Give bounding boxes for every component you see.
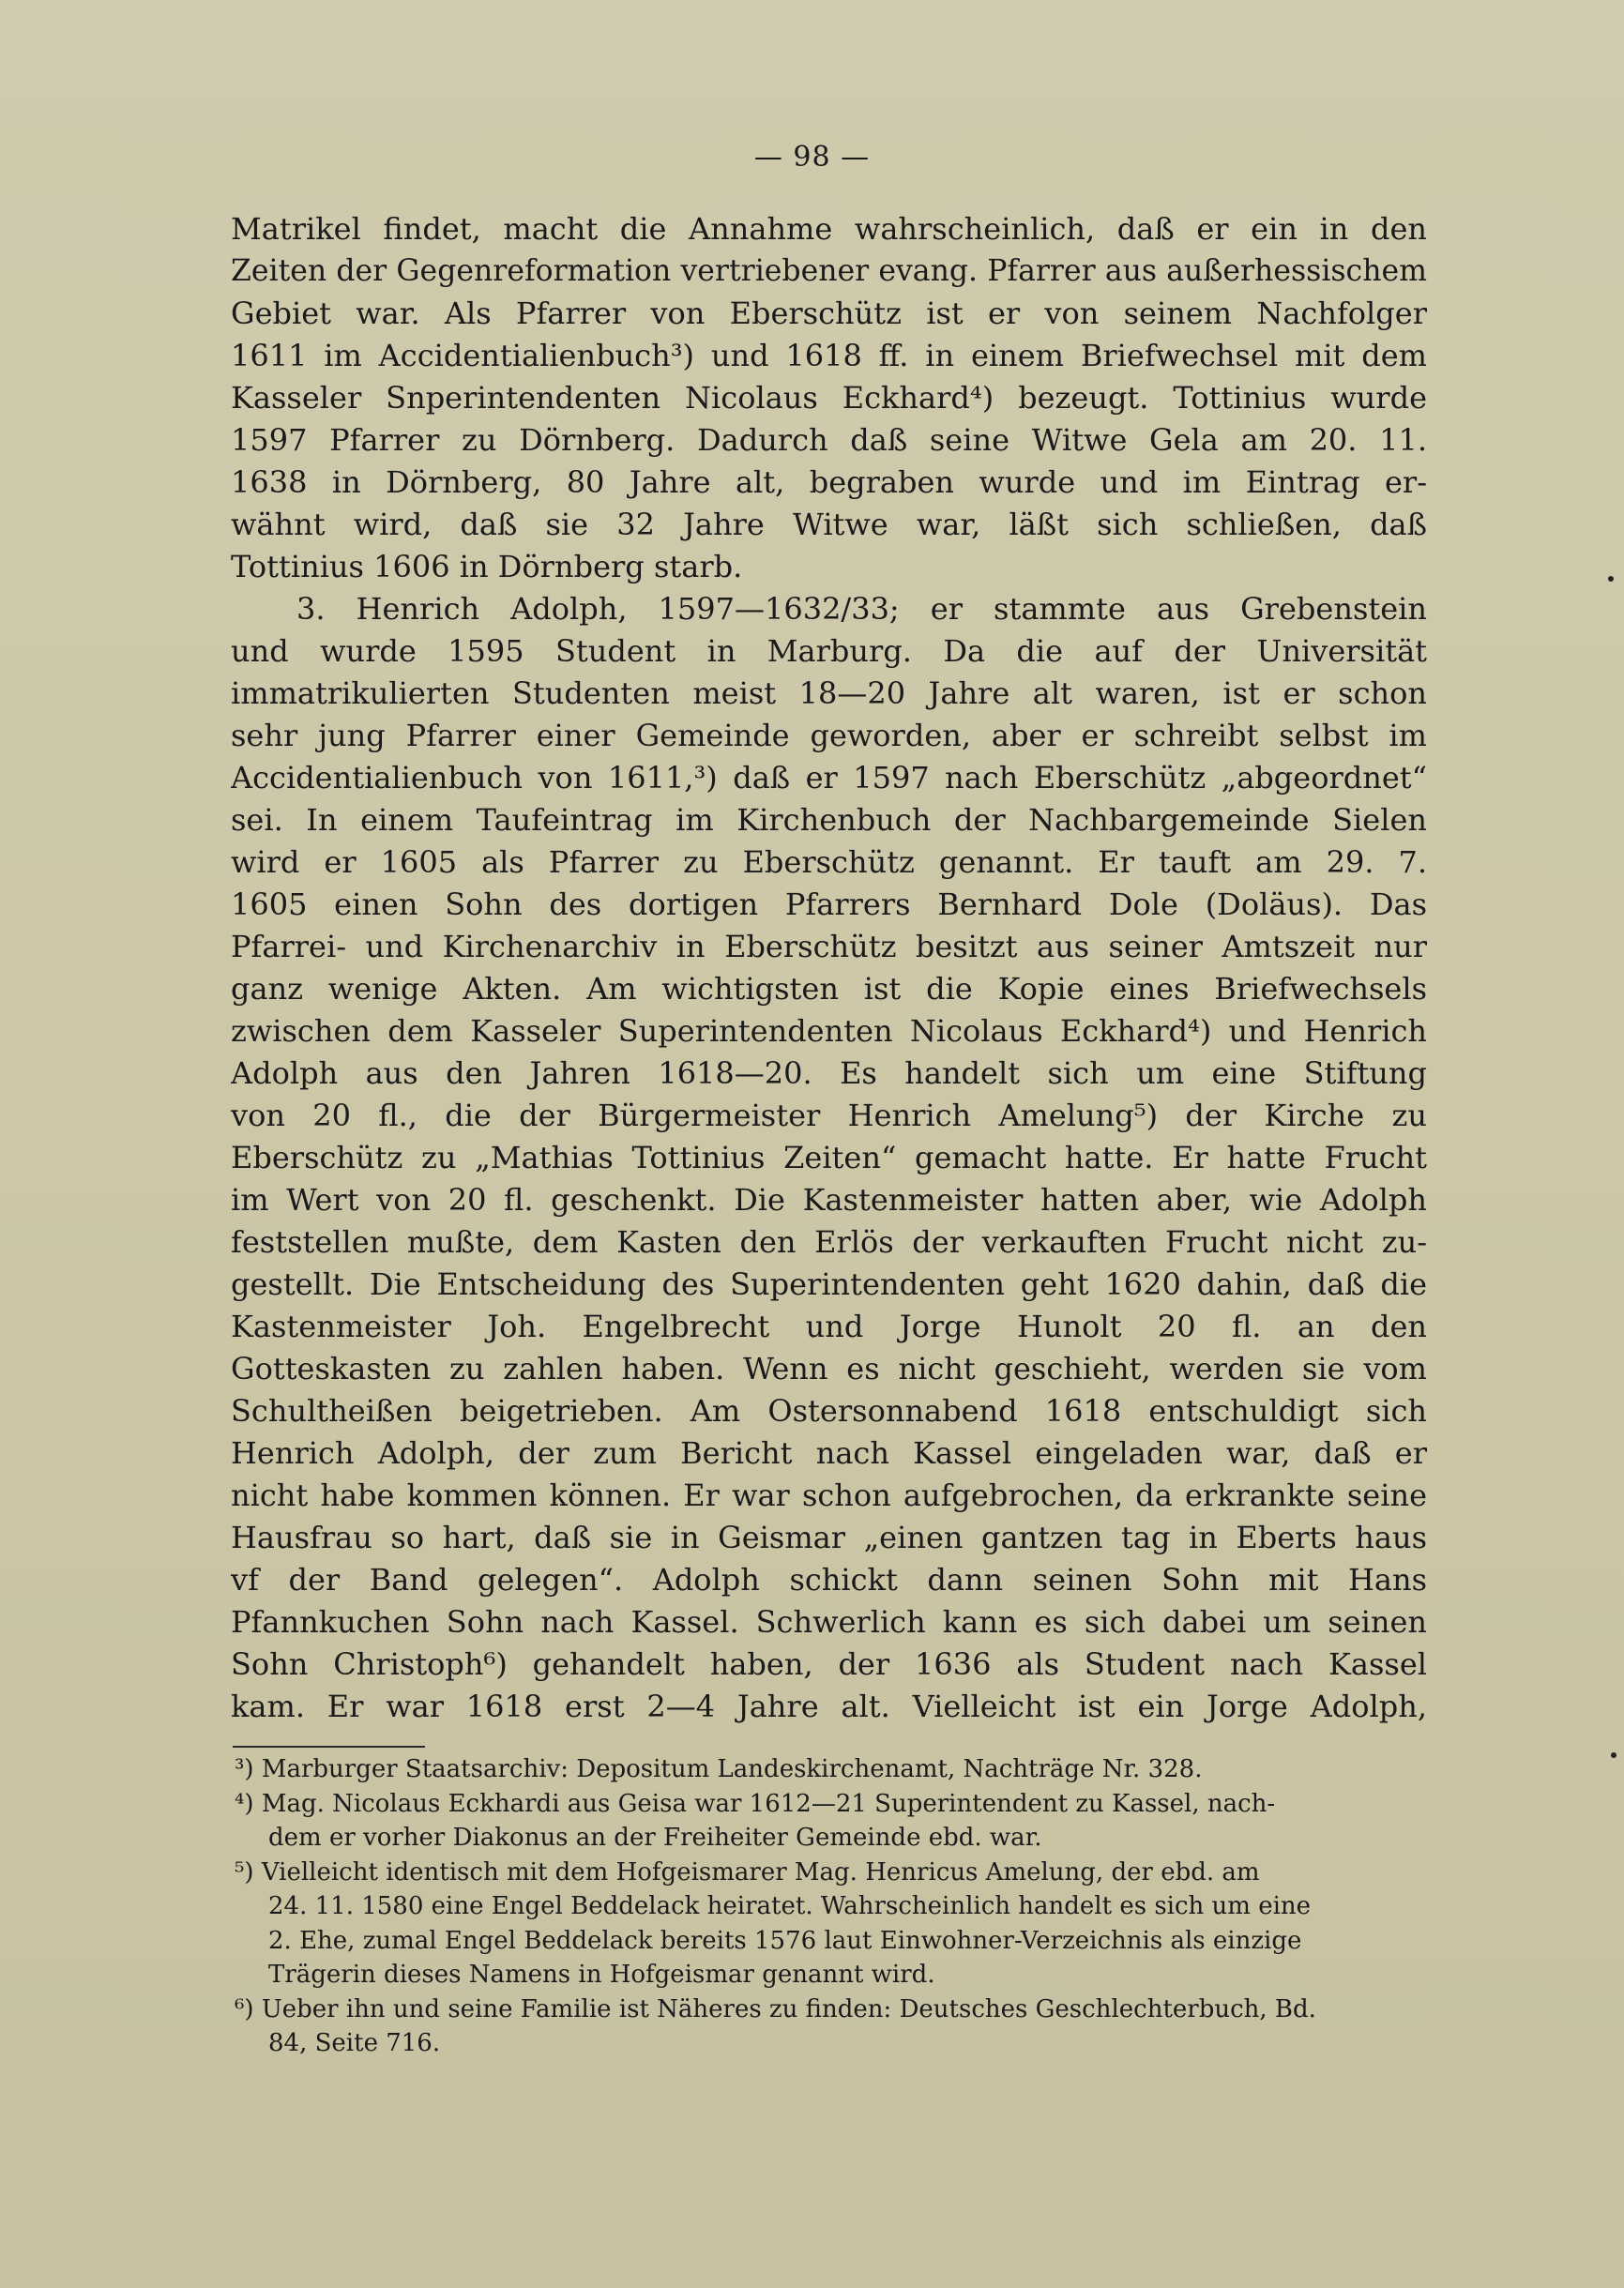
footnotes [235,1752,1426,2061]
footnote-line: ³) Marburger Staatsarchiv: Depositum Landeskirchenamt, Nachträge Nr. 328. [235,1755,1203,1783]
body-line: zwischen dem Kasseler Superintendenten Nicolaus Eckhard⁴) und Henrich [231,1013,1427,1049]
paper-speck [1608,576,1614,582]
body-line: Zeiten der Gegenreformation vertriebener evang. Pfarrer aus außerhessischem [231,254,1427,288]
body-line: Schultheißen beigetrieben. Am Ostersonnabend 1618 entschuldigt sich [231,1393,1427,1429]
body-line: Accidentialienbuch von 1611,³) daß er 1597 nach Eberschütz „abgeordnet“ [231,760,1427,795]
body-line: wird er 1605 als Pfarrer zu Eberschütz genannt. Er tauft am 29. 7. [231,844,1427,880]
body-line: Adolph aus den Jahren 1618—20. Es handelt sich um eine Stiftung [231,1055,1427,1091]
body-line: vf der Band gelegen“. Adolph schickt dann seinen Sohn mit Hans [231,1562,1427,1598]
body-line: Kasseler Snperintendenten Nicolaus Eckhard⁴) bezeugt. Tottinius wurde [231,380,1427,416]
body-line: 1597 Pfarrer zu Dörnberg. Dadurch daß seine Witwe Gela am 20. 11. [231,422,1427,458]
body-line: Matrikel findet, macht die Annahme wahrscheinlich, daß er ein in den [231,211,1427,247]
footnote-line: ⁶) Ueber ihn und seine Familie ist Näheres zu finden: Deutsches Geschlechterbuch, Bd. [235,1994,1316,2023]
footnote-line: ⁵) Vielleicht identisch mit dem Hofgeismarer Mag. Henricus Amelung, der ebd. am [235,1857,1260,1886]
page-number: — 98 — [753,141,871,174]
body-line: von 20 fl., die der Bürgermeister Henrich Amelung⁵) der Kirche zu [231,1098,1427,1133]
body-line: Eberschütz zu „Mathias Tottinius Zeiten“ gemacht hatte. Er hatte Frucht [231,1140,1427,1175]
body-line: feststellen mußte, dem Kasten den Erlös der verkauften Frucht nicht zu- [231,1224,1427,1260]
footnote-line: 84, Seite 716. [268,2029,441,2057]
body-line: sehr jung Pfarrer einer Gemeinde geworden, aber er schreibt selbst im [231,718,1427,753]
body-line: Sohn Christoph⁶) gehandelt haben, der 1636 als Student nach Kassel [231,1646,1427,1682]
footnote-line: Trägerin dieses Namens in Hofgeismar genannt wird. [268,1961,935,1989]
body-line: gestellt. Die Entscheidung des Superintendenten geht 1620 dahin, daß die [231,1266,1427,1302]
body-line: sei. In einem Taufeintrag im Kirchenbuch der Nachbargemeinde Sielen [231,802,1427,838]
body-line: 1605 einen Sohn des dortigen Pfarrers Bernhard Dole (Doläus). Das [231,886,1427,922]
body-line: ganz wenige Akten. Am wichtigsten ist die Kopie eines Briefwechsels [231,971,1427,1007]
footnote-line: dem er vorher Diakonus an der Freiheiter Gemeinde ebd. war. [268,1824,1042,1852]
body-line: Gotteskasten zu zahlen haben. Wenn es nicht geschieht, werden sie vom [231,1351,1427,1386]
body-line: 1611 im Accidentialienbuch³) und 1618 ff. in einem Briefwechsel mit dem [231,338,1427,373]
body-line: Kastenmeister Joh. Engelbrecht und Jorge Hunolt 20 fl. an den [231,1309,1427,1344]
body-line: und wurde 1595 Student in Marburg. Da die auf der Universität [231,633,1427,669]
footnote-divider [233,1746,425,1748]
body-line: Pfarrei- und Kirchenarchiv in Eberschütz besitzt aus seiner Amtszeit nur [231,929,1427,964]
body-text [231,208,1427,1728]
body-line: immatrikulierten Studenten meist 18—20 Jahre alt waren, ist er schon [231,675,1427,711]
body-line: Henrich Adolph, der zum Bericht nach Kassel eingeladen war, daß er [231,1435,1427,1471]
body-line: Tottinius 1606 in Dörnberg starb. [231,549,743,584]
paper-speck [1611,1752,1616,1758]
footnote-line: 24. 11. 1580 eine Engel Beddelack heiratet. Wahrscheinlich handelt es sich um eine [268,1892,1312,1920]
body-line: Hausfrau so hart, daß sie in Geismar „einen gantzen tag in Eberts haus [231,1520,1427,1555]
body-line: 1638 in Dörnberg, 80 Jahre alt, begraben wurde und im Eintrag er- [231,464,1427,500]
footnote-line: 2. Ehe, zumal Engel Beddelack bereits 1576 laut Einwohner-Verzeichnis als einzige [268,1926,1302,1955]
footnote-line: ⁴) Mag. Nicolaus Eckhardi aus Geisa war 1612—21 Superintendent zu Kassel, nach- [235,1789,1276,1818]
body-line: kam. Er war 1618 erst 2—4 Jahre alt. Vielleicht ist ein Jorge Adolph, [231,1689,1427,1724]
body-line: wähnt wird, daß sie 32 Jahre Witwe war, läßt sich schließen, daß [231,507,1427,542]
body-line: Gebiet war. Als Pfarrer von Eberschütz ist er von seinem Nachfolger [231,295,1427,331]
paragraph-start-line: 3. Henrich Adolph, 1597—1632/33; er stammte aus Grebenstein [296,591,1427,627]
body-line: im Wert von 20 fl. geschenkt. Die Kastenmeister hatten aber, wie Adolph [231,1182,1427,1218]
body-line: Pfannkuchen Sohn nach Kassel. Schwerlich kann es sich dabei um seinen [231,1604,1427,1640]
body-line: nicht habe kommen können. Er war schon aufgebrochen, da erkrankte seine [231,1477,1427,1513]
